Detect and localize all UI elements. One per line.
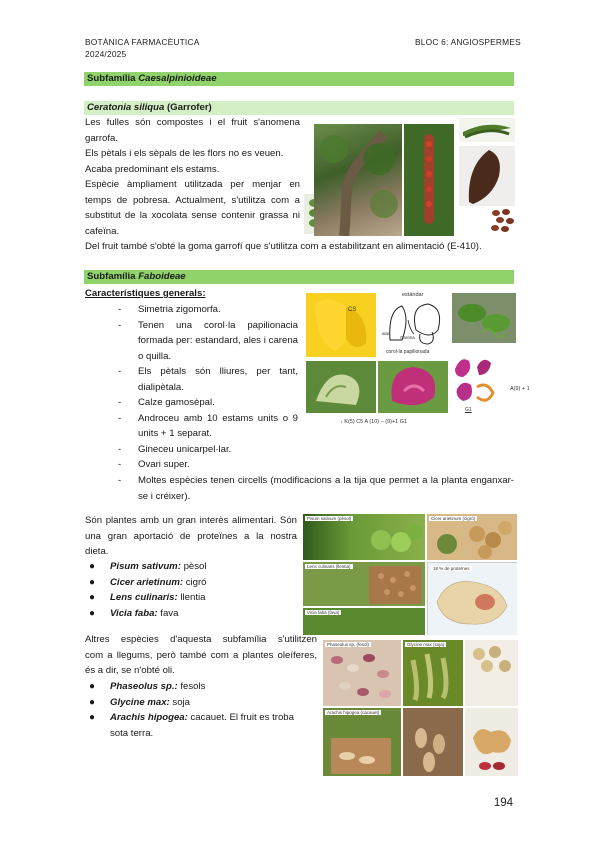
carob-green-pods-image <box>459 118 515 142</box>
carob-dry-pod-image <box>459 146 515 206</box>
oil-intro: Altres espècies d'aquesta subfamília s'utilitzen com a llegums, però també com a plantes oleíferes, és a dir, se n'obté oli. <box>85 634 317 676</box>
list-item: - Els pètals són lliures, per tant, dialipètala. <box>118 366 298 393</box>
food-legumes-collage: Pisum sativum (pèsol) Cicer arietinum (cigró) Lens culinaris (llentia) Vicia faba (fava) 18 % de proteïnes <box>303 514 517 635</box>
list-continuation: sota terra. <box>110 727 154 739</box>
list-item: ● Glycine max: soja <box>89 696 190 708</box>
list-item: ● Pisum sativum: pèsol <box>89 561 207 572</box>
page-number: 194 <box>493 797 513 809</box>
characteristics-list-last <box>118 473 514 504</box>
list-item: ● Vicia faba: fava <box>89 607 179 619</box>
list-item: - Androceu amb 10 estams units o 9 units + 1 separat. <box>118 412 298 439</box>
corolla-diagram: estándar alas Carena corol·la papilionada <box>380 291 448 357</box>
floral-parts-diagram: G1 <box>451 353 513 413</box>
androecium-formula: A(9) + 1 <box>510 386 530 392</box>
carob-description: Les fulles són compostes i el fruit s'anomena garrofa. Els pètals i els sèpals de les flors no es veuen. Acaba predominant els estams. Espècie àmpliament utilitzada per menjar en temps de pobresa. Actualment, s'utilitza com a substitut de la xocolata sense contenir grassa ni cafeïna. <box>85 117 300 237</box>
section-faboideae: Subfamília Faboideae <box>84 270 514 284</box>
subsection-ceratonia: Ceratonia siliqua (Garrofer) <box>84 101 514 115</box>
food-intro: Són plantes amb un gran interès alimentari. Són una gran aportació de proteïnes a la nostra dieta. <box>85 515 297 557</box>
header-course: BOTÀNICA FARMACÈUTICA <box>85 37 200 47</box>
oil-list <box>84 679 294 741</box>
list-item: - Ovari super. <box>118 459 190 470</box>
carob-seeds-image <box>490 207 516 235</box>
list-item: - Simetria zigomorfa. <box>118 304 221 315</box>
carob-tree-image <box>314 124 402 236</box>
list-item: ● Lens culinaris: llentia <box>89 592 206 603</box>
carob-gum-line: Del fruit també s'obté la goma garrofí que s'utilitza com a estabilitzant en alimentació (E-410). <box>85 241 482 252</box>
section-caesalpinioideae: Subfamília Caesalpinioideae <box>84 72 514 86</box>
list-item: - Calze gamosèpal. <box>118 397 215 408</box>
list-item: ● Phaseolus sp.: fesols <box>89 681 206 692</box>
header-year: 2024/2025 <box>85 49 127 59</box>
tendril-image <box>452 293 516 343</box>
characteristics-list <box>118 302 298 473</box>
list-item: - Moltes espècies tenen circells (modificacions a la tija que permet a la planta enganxar-se i créixer). <box>118 475 514 502</box>
general-characteristics-heading: Característiques generals: <box>85 288 206 299</box>
pink-flower-image <box>378 361 448 413</box>
list-item: - Tenen una corol·la papilionacia formada per: estandard, ales i carena o quilla. <box>118 319 298 362</box>
green-flower-image <box>306 361 376 413</box>
floral-formula: ↓ K(5) C5 A (10) – (9)+1 G1 <box>340 419 408 425</box>
list-item: - Gineceu unicarpel·lar. <box>118 443 232 455</box>
list-item: ● Cicer arietinum: cigró <box>89 576 207 588</box>
food-list <box>84 559 207 621</box>
carob-flowers-image <box>404 124 454 236</box>
yellow-flower-image: CS <box>306 293 376 357</box>
oil-legumes-collage: Phaseolus sp. (fesol) Glycine max (soja) Arachis hipogea (cacauet) <box>323 640 518 776</box>
list-item: ● Arachis hipogea: cacauet. El fruit es troba <box>89 712 294 723</box>
header-block: BLOC 6: ANGIOSPERMES <box>415 37 521 47</box>
